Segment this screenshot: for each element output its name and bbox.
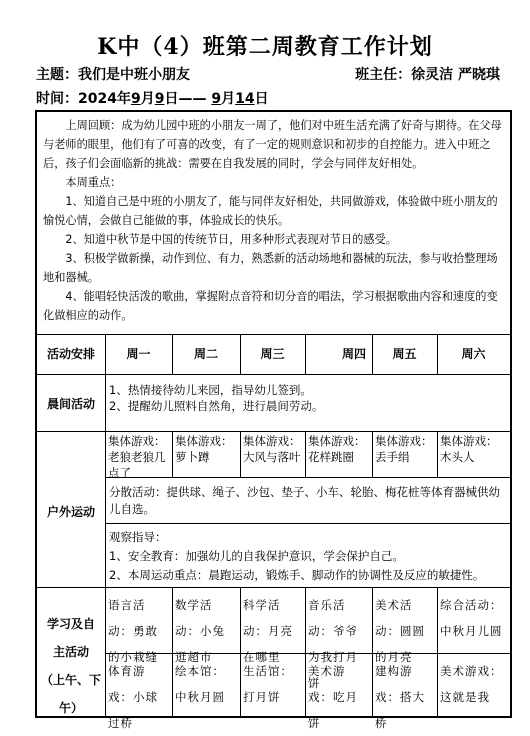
theme-line (36, 64, 190, 84)
group-game: 集体游戏：大风与落叶 (243, 434, 301, 464)
plan-table (35, 110, 512, 730)
study-activity: 综合活动：中秋月儿圆 (440, 598, 503, 638)
day-header: 周三 (260, 347, 285, 361)
divider (37, 374, 510, 375)
outdoor-label: 户外运动 (46, 505, 95, 519)
study-activity: 科学活动：月亮在哪里 (243, 598, 293, 664)
observe-title: 观察指导： (109, 530, 167, 544)
teacher-line (355, 64, 500, 84)
end-day: 14 (235, 91, 255, 107)
study-activity: 绘本馆：中秋月圆 (175, 664, 225, 704)
focus-point: 2、知道中秋节是中国的传统节日，用多种形式表现对节日的感受。 (65, 233, 397, 246)
study-activity: 数学活动：小兔逛超市 (175, 598, 225, 664)
time-line (36, 88, 269, 108)
month-char: 月 (140, 91, 155, 107)
end-month: 9 (211, 91, 222, 107)
day-char: 日 (164, 91, 179, 107)
divider (105, 477, 510, 478)
theme-value: 我们是中班小朋友 (78, 67, 190, 83)
activity-header: 活动安排 (46, 347, 95, 361)
study-label-line: 主活动 (52, 645, 89, 659)
divider (105, 523, 510, 524)
group-game: 集体游戏：老狼老狼几点了 (108, 434, 166, 480)
day-header: 周二 (193, 347, 218, 361)
theme-label: 主题： (36, 67, 78, 83)
month-char-2: 月 (221, 91, 236, 107)
focus-title: 本周重点： (65, 176, 122, 189)
day-header: 周六 (461, 347, 486, 361)
group-game: 集体游戏：花样跳圈 (308, 434, 366, 464)
day-header: 周一 (126, 347, 151, 361)
focus-point: 3、积极学做新操，动作到位、有力，熟悉新的活动场地和器械的玩法，参与收拾整理场地和器械。 (43, 252, 498, 284)
study-activity: 音乐活动：爷爷为我打月饼 (308, 598, 358, 690)
observe-line: 2、本周运动重点：晨跑运动，锻炼手、脚动作的协调性及反应的敏捷性。 (109, 568, 485, 582)
focus-point: 1、知道自己是中班的小朋友了，能与同伴友好相处，共同做游戏，体验做中班小朋友的愉悦心情，会做自己能做的事，体验成长的快乐。 (43, 195, 498, 227)
study-activity: 美术游戏：这就是我 (440, 664, 503, 704)
year: 2024年 (78, 91, 131, 107)
teacher-label: 班主任： (355, 67, 412, 83)
study-label (37, 610, 105, 722)
study-activity: 建构游戏：搭大桥 (375, 664, 425, 730)
time-label: 时间： (36, 91, 78, 107)
weekly-intro (37, 112, 510, 334)
group-game: 集体游戏：丢手绢 (375, 434, 433, 464)
study-activity: 生活馆：打月饼 (243, 664, 293, 704)
date-dash: —— (178, 91, 207, 107)
study-activity: 美术活动：圆圆的月亮 (375, 598, 425, 664)
study-activity: 语言活动：勇敢的小栽缝 (108, 598, 158, 664)
morning-label: 晨间活动 (46, 397, 95, 411)
group-game: 集体游戏：萝卜蹲 (175, 434, 233, 464)
page-title: K中（4）班第二周教育工作计划 (97, 34, 433, 60)
review-paragraph: 上周回顾：成为幼儿园中班的小朋友一周了，他们对中班生活充满了好奇与期待。在父母与老师的眼里，他们有了可喜的改变，有了一定的规则意识和初步的自控能力。进入中班之后，孩子们会面临新的挑战：需要在自我发展的同时，学会与同伴友好相处。 (43, 119, 502, 170)
divider (37, 334, 510, 335)
morning-activities (109, 382, 509, 414)
study-label-line: （上午、下 (40, 673, 101, 687)
study-label-line: 学习及自 (46, 617, 95, 631)
focus-point: 4、能唱轻快活泼的歌曲，掌握附点音符和切分音的唱法，学习根据歌曲内容和速度的变化做相应的动作。 (43, 290, 498, 322)
observe-guidance (109, 528, 509, 585)
start-day: 9 (154, 91, 165, 107)
morning-line: 1、热情接待幼儿来园，指导幼儿签到。 (109, 383, 312, 397)
day-char-2: 日 (254, 91, 269, 107)
group-game: 集体游戏：木头人 (440, 434, 498, 464)
day-header: 周四 (341, 347, 366, 361)
divider (37, 587, 510, 588)
morning-line: 2、提醒幼儿照料自然角，进行晨间劳动。 (109, 399, 324, 413)
start-month: 9 (130, 91, 141, 107)
day-header: 周五 (392, 347, 417, 361)
study-activity: 体育游戏：小球过桥 (108, 664, 158, 730)
study-label-line: 午） (58, 701, 83, 715)
study-activity: 美术游戏：吃月饼 (308, 664, 358, 730)
observe-line: 1、安全教育：加强幼儿的自我保护意识，学会保护自己。 (109, 549, 404, 563)
scatter-activity: 分散活动：提供球、绳子、沙包、垫子、小车、轮胎、梅花桩等体育器械供幼儿自选。 (109, 485, 500, 516)
teacher-names: 徐灵洁 严晓琪 (411, 67, 500, 83)
